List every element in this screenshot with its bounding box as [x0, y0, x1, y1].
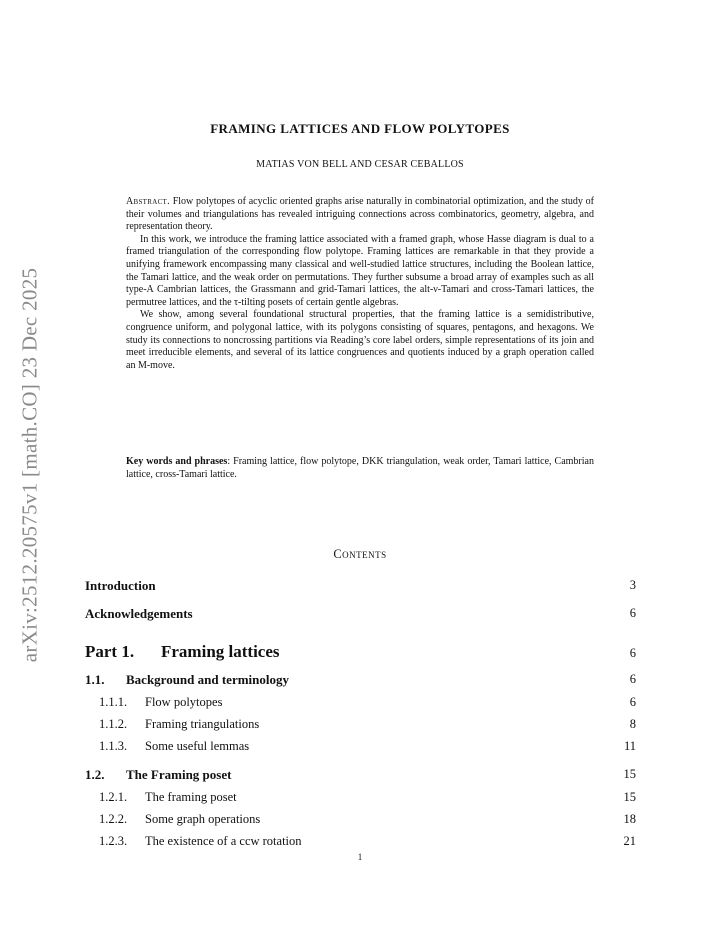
- toc-entry[interactable]: [99, 695, 636, 710]
- abstract-paragraph-3: We show, among several foundational structural properties, that the framing lattice is a semidistributive, congruence uniform, and polygonal lattice, with its polygons consisting of squares, pentagons, and hexagons. We study its connections to noncrossing partitions via Reading’s core label orders, simple representations of its join and meet irreducible elements, and several of its lattice congruences and quotients induced by a graph operation called an M-move.: [126, 309, 594, 371]
- toc-entry-number: 1.1.3.: [99, 739, 128, 753]
- toc-entry-number: 1.1.2.: [99, 717, 128, 731]
- toc-entry[interactable]: [99, 717, 636, 732]
- abstract-paragraph-1: [126, 196, 594, 234]
- toc-entry-title: The Framing poset: [126, 767, 232, 782]
- toc-entry-number: 1.2.3.: [99, 834, 128, 848]
- paper-title: FRAMING LATTICES AND FLOW POLYTOPES: [210, 121, 510, 136]
- toc-entry-number: Part 1.: [85, 642, 135, 661]
- page-number: 1: [357, 852, 363, 862]
- toc-entry-page: 6: [629, 695, 636, 709]
- toc-entry[interactable]: [99, 790, 636, 805]
- toc-entry-number: 1.2.2.: [99, 812, 128, 826]
- arxiv-identifier-stamp[interactable]: arXiv:2512.20575v1 [math.CO] 23 Dec 2025: [17, 267, 42, 663]
- toc-entry-page: 6: [629, 606, 636, 620]
- toc-entry-title: Some graph operations: [145, 812, 261, 826]
- toc-entry-number: 1.2.1.: [99, 790, 128, 804]
- toc-entry-page: 6: [629, 672, 636, 686]
- keywords: [126, 456, 594, 481]
- toc-entry[interactable]: [85, 642, 636, 662]
- abstract-text-1: Flow polytopes of acyclic oriented graphs arise naturally in combinatorial optimization, and the study of their volumes and triangulations has revealed intriguing connections across combinatorics, geometry, algebra, and representation theory.: [126, 196, 595, 233]
- toc-entry[interactable]: [85, 767, 636, 783]
- toc-entry[interactable]: [85, 606, 636, 622]
- toc-entry-title: Acknowledgements: [85, 606, 193, 621]
- toc-entry-page: 21: [623, 834, 636, 848]
- toc-entry-page: 15: [623, 767, 636, 781]
- toc-entry-number: 1.2.: [85, 767, 105, 782]
- toc-entry-title: Background and terminology: [126, 672, 290, 687]
- toc-entry[interactable]: [99, 834, 636, 849]
- toc-entry-title: Some useful lemmas: [145, 739, 250, 753]
- toc-entry-page: 6: [629, 646, 636, 660]
- toc-entry[interactable]: [99, 812, 636, 827]
- toc-entry[interactable]: [85, 672, 636, 688]
- abstract: [126, 196, 594, 372]
- toc-entry-title: Framing lattices: [161, 642, 280, 661]
- toc-entry-title: Framing triangulations: [145, 717, 260, 731]
- toc-entry-page: 18: [623, 812, 636, 826]
- paper-authors: MATIAS VON BELL AND CESAR CEBALLOS: [256, 159, 464, 170]
- abstract-label: Abstract.: [126, 196, 170, 207]
- toc-entry[interactable]: [85, 578, 636, 594]
- toc-entry-title: Flow polytopes: [145, 695, 223, 709]
- toc-entry-page: 11: [623, 739, 636, 753]
- toc-entry-title: The existence of a ccw rotation: [145, 834, 302, 848]
- toc-entry-number: 1.1.1.: [99, 695, 128, 709]
- abstract-paragraph-2: In this work, we introduce the framing lattice associated with a framed graph, whose Hasse diagram is dual to a framed triangulation of the corresponding flow polytope. Framing lattices are remarkable in that they provide a unifying framework encompassing many classical and well-studied lattice structures, including the Boolean lattice, the Tamari lattice, and the weak order on permutations. They further subsume a broad array of examples such as all type-A Cambrian lattices, the Grassmann and grid-Tamari lattices, the alt-ν-Tamari and cross-Tamari lattices, the permutree lattices, and the τ-tilting posets of certain gentle algebras.: [126, 233, 594, 308]
- toc-entry-title: The framing poset: [145, 790, 237, 804]
- toc-entry-page: 3: [629, 578, 636, 592]
- toc-entry-page: 15: [623, 790, 636, 804]
- toc-entry-title: Introduction: [85, 578, 156, 593]
- toc-entry-page: 8: [629, 717, 636, 731]
- toc-entry[interactable]: [99, 739, 636, 754]
- keywords-text: : Framing lattice, flow polytope, DKK triangulation, weak order, Tamari lattice, Cambrian lattice, cross-Tamari lattice.: [126, 456, 594, 480]
- keywords-label: Key words and phrases: [126, 456, 228, 467]
- contents-heading: Contents: [333, 547, 387, 561]
- toc-entry-number: 1.1.: [85, 672, 105, 687]
